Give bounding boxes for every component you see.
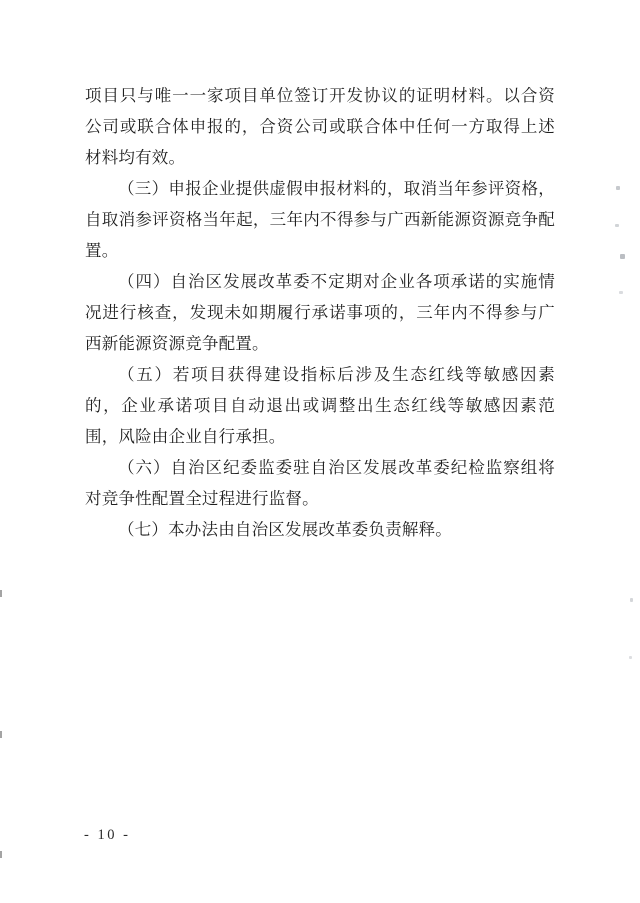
scan-edge-mark: [0, 590, 2, 597]
scan-edge-mark: [0, 851, 2, 858]
page-number: - 10 -: [84, 827, 131, 843]
text-line: 自取消参评资格当年起，三年内不得参与广西新能源资源竞争配: [85, 210, 555, 229]
scan-speck: [615, 224, 619, 227]
scan-edge-mark: [0, 731, 2, 738]
text-line: 围，风险由企业自行承担。: [85, 427, 286, 446]
text-line: 材料均有效。: [85, 148, 186, 167]
text-line: （四）自治区发展改革委不定期对企业各项承诺的实施情: [118, 272, 555, 291]
text-line: （七）本办法由自治区发展改革委负责解释。: [118, 520, 452, 539]
scan-speck: [619, 291, 623, 294]
scan-speck: [630, 598, 633, 602]
text-line: （三）申报企业提供虚假申报材料的，取消当年参评资格，: [118, 179, 555, 198]
text-line: 况进行核查，发现未如期履行承诺事项的，三年内不得参与广: [85, 303, 555, 322]
text-line: 的，企业承诺项目自动退出或调整出生态红线等敏感因素范: [85, 396, 555, 415]
text-line: 公司或联合体申报的，合资公司或联合体中任何一方取得上述: [85, 117, 555, 136]
document-body: [85, 80, 555, 545]
scan-speck: [620, 254, 625, 259]
text-line: （五）若项目获得建设指标后涉及生态红线等敏感因素: [118, 365, 555, 384]
text-line: 对竞争性配置全过程进行监督。: [85, 489, 319, 508]
scan-speck: [616, 186, 620, 190]
text-line: 西新能源资源竞争配置。: [85, 334, 269, 353]
text-line: （六）自治区纪委监委驻自治区发展改革委纪检监察组将: [118, 458, 555, 477]
scan-speck: [629, 656, 632, 659]
text-line: 置。: [85, 241, 119, 260]
text-line: 项目只与唯一一家项目单位签订开发协议的证明材料。以合资: [85, 86, 555, 105]
